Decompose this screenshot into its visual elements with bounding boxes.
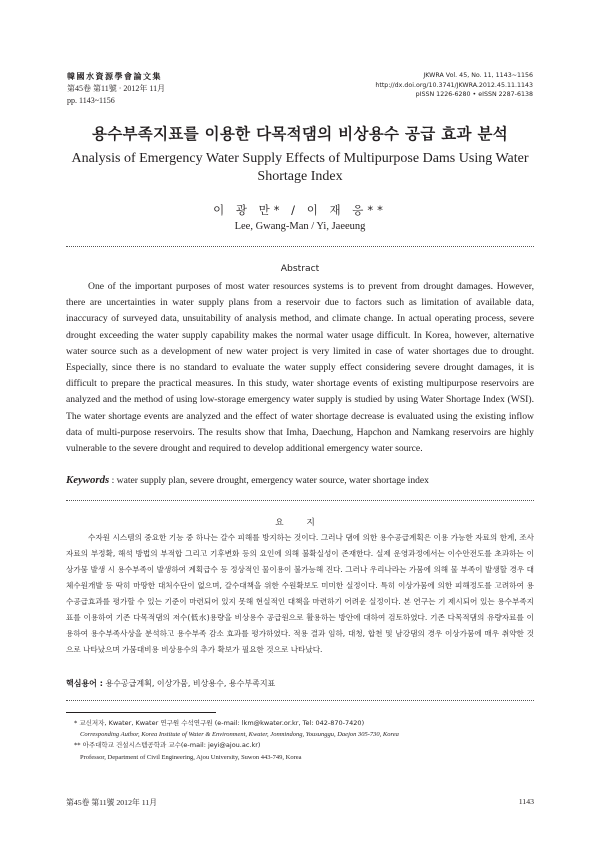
doi-link[interactable]: http://dx.doi.org/10.3741/JKWRA.2012.45.11.1143 bbox=[375, 81, 533, 89]
divider-bottom bbox=[66, 700, 534, 701]
keywords-label: Keywords bbox=[66, 474, 110, 486]
keywords-text: : water supply plan, severe drought, emergency water source, water shortage index bbox=[111, 475, 429, 486]
footnote-1-english: Corresponding Author, Korea Institute of Water & Environment, Kwater, Jonmindong, Yousunggu, Daejon 305-730, Korea bbox=[80, 731, 399, 739]
korean-keywords bbox=[66, 678, 534, 689]
title-english: Analysis of Emergency Water Supply Effects of Multipurpose Dams Using Water Shortage Index bbox=[71, 151, 529, 184]
authors-english: Lee, Gwang-Man / Yi, Jaeeung bbox=[234, 221, 366, 232]
korean-keywords-label: 핵심용어 : bbox=[66, 679, 103, 688]
abstract-heading: Abstract bbox=[280, 263, 320, 274]
page-range: pp. 1143~1156 bbox=[67, 96, 115, 105]
journal-title: 韓國水資源學會論文集 bbox=[67, 72, 162, 81]
authors-korean: 이 광 만* / 이 재 응** bbox=[213, 203, 387, 217]
title-korean: 용수부족지표를 이용한 다목적댐의 비상용수 공급 효과 분석 bbox=[91, 125, 508, 143]
abstract-body: One of the important purposes of most water resources systems is to prevent from drought damages. However, there are uncertainties in water supply plans from a reservoir due to factors such as limitation of available data, inaccuracy of surveyed data, unsuitability of analysis method, and climate change. In actual operating process, severe drought exceeding the water supply capability makes the normal water usage difficult. In Korea, however, alternative water source such as a development of new water project is very limited in case of water shortages due to drought. Especially, since there is no standard to evaluate the water supply effect considering severe drought damages, it is difficult to prepare the practical measures. In this study, water shortage events of existing multipurpose reservoirs are analyzed and the method of using low-storage emergency water supply is studied by using Water Shortage Index (WSI). The water shortage events are analyzed and the effect of water shortage decrease is evaluated using the existing inflow data of multi-purpose reservoirs. The results show that Imha, Daechung, Hapchon and Namkang reservoirs are highly vulnerable to the severe drought and required to develop additional emergency water source. bbox=[66, 281, 534, 455]
footnote-rule bbox=[66, 712, 216, 713]
footnotes bbox=[74, 718, 534, 763]
divider-middle bbox=[66, 500, 534, 501]
korean-summary-heading: 요 지 bbox=[275, 518, 325, 528]
korean-keywords-text: 용수공급계획, 이상가뭄, 비상용수, 용수부족지표 bbox=[105, 679, 276, 688]
journal-header-right bbox=[375, 71, 533, 100]
footnote-1-korean: * 교신저자, Kwater, Kwater 연구원 수석연구원 (e-mail: lkm@kwater.or.kr, Tel: 042-870-7420) bbox=[74, 719, 365, 727]
keywords bbox=[66, 474, 536, 486]
page-number: 1143 bbox=[518, 797, 534, 806]
journal-header-left bbox=[67, 71, 165, 107]
issn: pISSN 1226-6280 • eISSN 2287-6138 bbox=[415, 91, 533, 98]
citation: JKWRA Vol. 45, No. 11, 1143~1156 bbox=[423, 72, 533, 79]
korean-summary-body: 수자원 시스템의 중요한 기능 중 하나는 갈수 피해를 방지하는 것이다. 그러나 댐에 의한 용수공급계획은 이용 가능한 자료의 한계, 조사 자료의 부정확, 해석 방법의 부적합 그리고 기후변화 등의 요인에 의해 불확실성이 존재한다. 실제 운영과정에서는 이수안전도를 초과하는 이상가뭄 발생 시 용수부족이 발생하여 계획급수 등 정상적인 물이용이 불가능해 진다. 그러나 우리나라는 가뭄에 의해 물 부족이 발생할 경우 대체수원개발 등 딱히 마땅한 대처수단이 없으며, 갈수대책을 위한 수원확보도 미미한 실정이다. 특히 이상가뭄에 의한 피해정도를 고려하여 용수공급효과를 평가할 수 있는 기준이 마련되어 있지 못해 현실적인 대책을 마련하기 어려운 실정이다. 본 연구는 기 제시되어 있는 용수부족지표를 이용하여 기존 다목적댐의 저수(低水)용량을 비상용수 공급원으로 활용하는 방안에 대하여 검토하였다. 기존 다목적댐의 유량자료를 이용하여 용수부족사상을 분석하고 용수부족 감소 효과를 평가하였다. 적용 결과 임하, 대청, 합천 및 남강댐의 경우 이상가뭄에 매우 취약한 것으로 나타났으며 가뭄대비용 비상용수의 추가 확보가 필요한 것으로 나타났다. bbox=[66, 533, 534, 655]
volume-issue: 第45卷 第11號 · 2012年 11月 bbox=[67, 84, 166, 93]
footnote-2-korean: ** 아주대학교 건설시스템공학과 교수(e-mail: jeyi@ajou.ac.kr) bbox=[74, 741, 261, 750]
divider-top bbox=[66, 246, 534, 247]
footer-volume: 第45卷 第11號 2012年 11月 bbox=[66, 798, 158, 807]
footnote-2-english: Professor, Department of Civil Engineering, Ajou University, Suwon 443-749, Korea bbox=[80, 753, 302, 761]
